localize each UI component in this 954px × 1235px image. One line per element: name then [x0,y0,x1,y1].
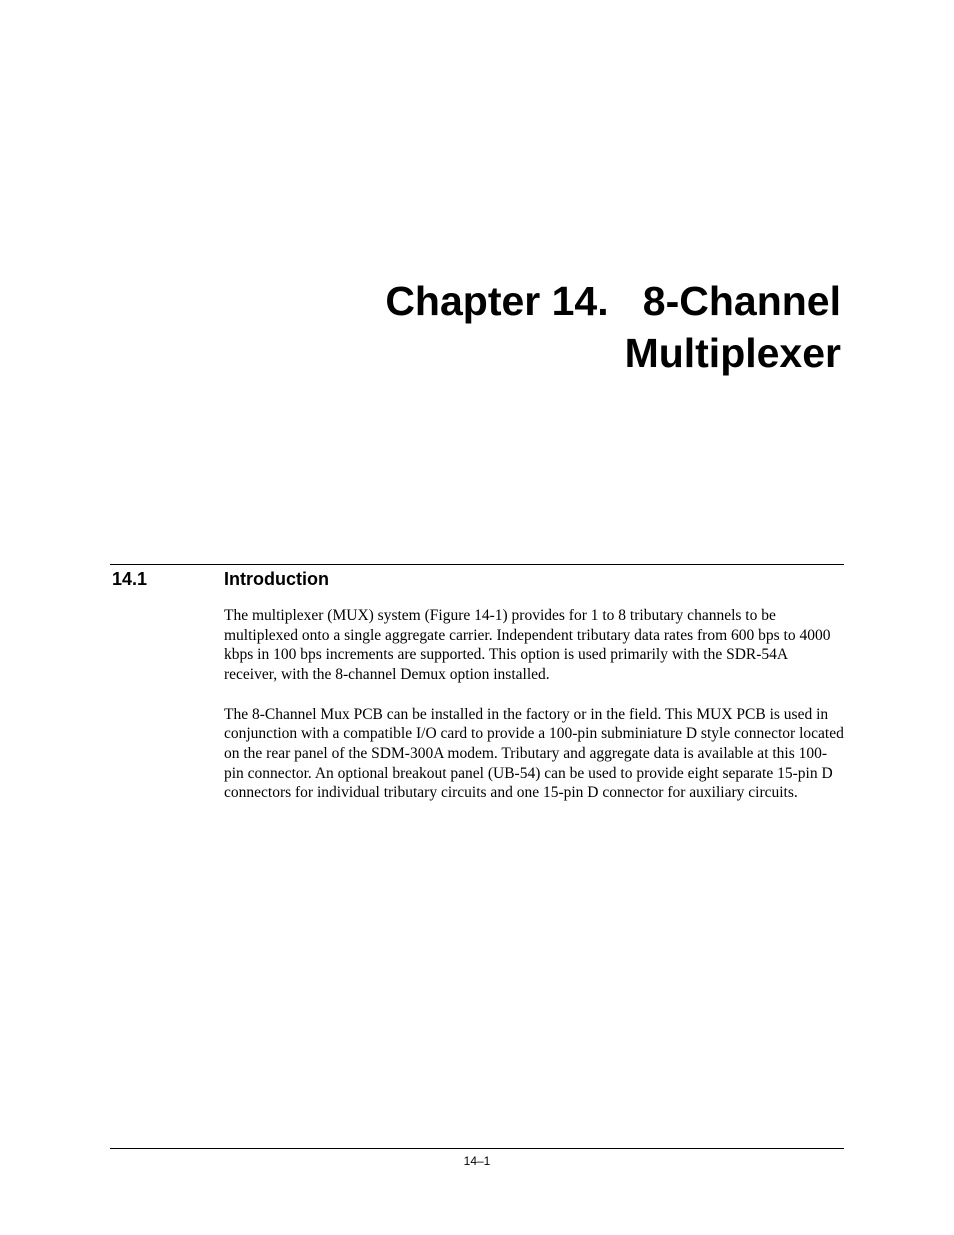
paragraph-intro: The multiplexer (MUX) system (Figure 14-1) provides for 1 to 8 tributary channels to be multiplexed onto a single aggregate carrier. Independent tributary data rates from 600 bps to 4000 kbps in 100 bps increments are supported. This option is used primarily with the SDR-54A receiver, with the 8-channel Demux option installed. [224,607,831,684]
section-title: Introduction [224,569,329,589]
page-number: 14–1 [463,1154,491,1168]
section-divider [110,564,844,565]
paragraph-mux-pcb: The 8-Channel Mux PCB can be installed in the factory or in the field. This MUX PCB is used in conjunction with a compatible I/O card to provide a 100-pin subminiature D style connector located on the rear panel of the SDM-300A modem. Tributary and aggregate data is available at this 100-pin connector. An optional breakout panel (UB-54) can be used to provide eight separate 15-pin D connectors for individual tributary circuits and one 15-pin D connector for auxiliary circuits. [224,705,844,802]
section-heading [110,567,844,591]
chapter-title-line-2: Multiplexer [624,330,841,376]
footer-divider [110,1148,844,1149]
section-body [224,606,844,823]
chapter-title [141,275,841,379]
chapter-title-line-1: Chapter 14. 8-Channel [385,278,841,324]
section-number: 14.1 [112,569,148,589]
